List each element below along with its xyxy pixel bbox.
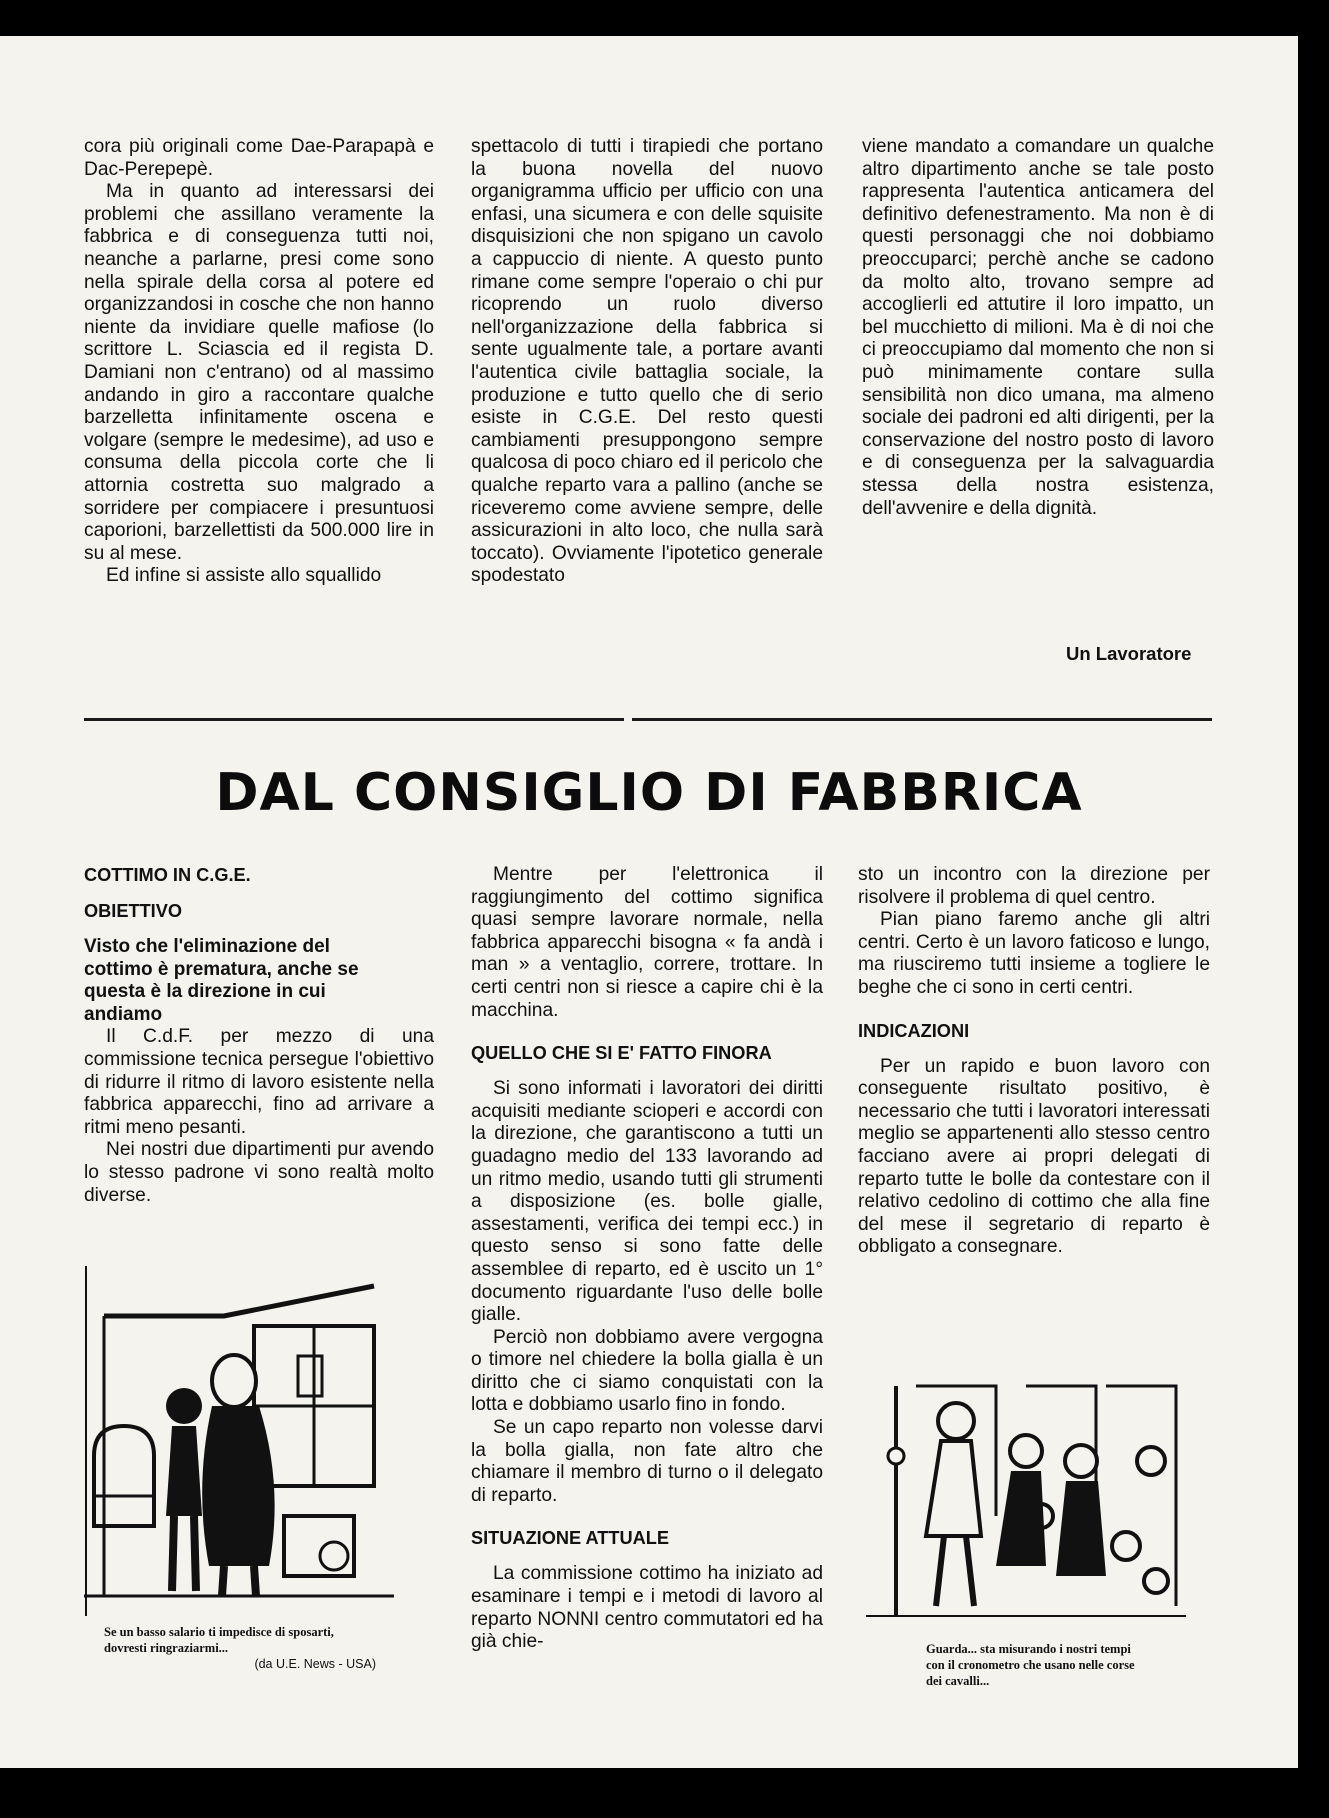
top-col2-para-1: spettacolo di tutti i tirapiedi che portano la buona novella del nuovo organigramma ufficio per ufficio con una enfasi, una sicumera e con delle squisite disquisizioni che non spigano un cavolo a cappuccio di niente. A questo punto rimane come sempre l'operaio o chi pur ricoprendo un ruolo diverso nell'organizzazione della fabbrica si sente ugualmente tale, a portare avanti l'autentica civile battaglia sociale, la produzione e tutto quello che di serio esiste in C.G.E. Del resto questi cambiamenti presuppongono sempre qualcosa di poco chiaro ed il pericolo che qualche reparto vara a pallino (anche se riceveremo come avviene sempre, delle assicurazioni in alto loco, che nulla sarà toccato). Ovviamente l'ipotetico generale spodestato — [471, 136, 823, 587]
lead-paragraph: Visto che l'eliminazione del cottimo è prematura, anche se questa è la direzione in cui andiamo — [84, 936, 359, 1025]
top-column-1 — [84, 136, 434, 588]
heading-cottimo: COTTIMO IN C.G.E. — [84, 865, 251, 885]
article-column-3 — [858, 864, 1210, 1259]
article-col3-continued: sto un incontro con la direzione per risolvere il problema di quel centro. — [858, 864, 1210, 908]
heading-situazione: SITUAZIONE ATTUALE — [471, 1528, 670, 1549]
left-cartoon-source-text: (da U.E. News - USA) — [254, 1657, 376, 1671]
left-cartoon-caption-text: Se un basso salario ti impedisce di sposarti, dovresti ringraziarmi... — [104, 1625, 334, 1655]
article-col2-intro: Mentre per l'elettronica il raggiungimento del cottimo significa quasi sempre lavorare normale, nella fabbrica apparecchi bisogna « fa andà i man » a ventaglio, correre, trottare. In certi centri non si riesce a capire chi è la macchina. — [471, 864, 823, 1021]
top-column-3 — [862, 136, 1214, 520]
right-cartoon-caption: Guarda... sta misurando i nostri tempi con il cronometro che usano nelle corse dei cavalli... — [926, 1642, 1135, 1688]
article-col3-para-2: Pian piano faremo anche gli altri centri. Certo è un lavoro faticoso e lungo, ma riusciremo tutti insieme a togliere le beghe che ci sono in certi centri. — [858, 909, 1210, 998]
heading-obiettivo: OBIETTIVO — [84, 901, 183, 921]
article-col1-para-1: Il C.d.F. per mezzo di una commissione tecnica persegue l'obiettivo di ridurre il ritmo di lavoro esistente nella fabbrica apparecchi, fino ad arrivare a ritmi meno pesanti. — [84, 1026, 434, 1138]
section-divider-right — [632, 718, 1212, 721]
magazine-page — [0, 36, 1298, 1768]
article-col2-done-2: Perciò non dobbiamo avere vergogna o timore nel chiedere la bolla gialla è un diritto che ci siamo conquistati con la lotta e dobbiamo usarlo fino in fondo. — [471, 1326, 823, 1416]
top-col1-para-1: cora più originali come Dae-Parapapà e Dac-Perepepè. — [84, 136, 434, 180]
article-col2-now: La commissione cottimo ha iniziato ad esaminare i tempi e i metodi di lavoro al reparto NONNI centro commutatori ed ha già chie- — [471, 1563, 823, 1653]
article-col1-para-2: Nei nostri due dipartimenti pur avendo lo stesso padrone vi sono realtà molto diverse. — [84, 1139, 434, 1206]
heading-quello-fatto: QUELLO CHE SI E' FATTO FINORA — [471, 1043, 772, 1064]
top-col1-para-3: Ed infine si assiste allo squallido — [106, 565, 382, 587]
article-column-2 — [471, 864, 823, 1654]
article-col2-done-3: Se un capo reparto non volesse darvi la bolla gialla, non fate altro che chiamare il membro di turno o il delegato di reparto. — [471, 1417, 823, 1506]
top-column-2 — [471, 136, 823, 588]
top-col3-para-1: viene mandato a comandare un qualche altro dipartimento anche se tale posto rappresenta l'autentica anticamera del definitivo defenestramento. Ma non è di questi personaggi che noi dobbiamo preoccuparci; perchè anche se cadono da molto alto, trovano sempre ad accoglierli ed attutire il loro impatto, un bel mucchietto di milioni. Ma è di noi che ci preoccupiamo dal momento che non si può minimamente contare sulla sensibilità non dico umana, ma almeno sociale dei padroni ed alti dirigenti, per la conservazione del nostro posto di lavoro e di conseguenza per la salvaguardia stessa della nostra esistenza, dell'avvenire e della dignità. — [862, 136, 1214, 519]
heading-indicazioni: INDICAZIONI — [858, 1020, 970, 1041]
article-col2-done-1: Si sono informati i lavoratori dei diritti acquisiti mediante scioperi e accordi con la direzione, che garantiscono a tutti un guadagno medio del 133 lavorando ad un ritmo medio, usando tutti gli strumenti a disposizione (es. bolle gialle, assestamenti, verifica dei tempi ecc.) in questo senso si sono fatte delle assemblee di reparto, ed è uscito un 1° documento riguardante l'uso delle bolle gialle. — [471, 1078, 823, 1326]
section-divider-left — [84, 718, 624, 721]
author-signature: Un Lavoratore — [1066, 643, 1192, 664]
left-cartoon-source — [104, 1656, 376, 1672]
left-cartoon-illustration — [84, 1266, 394, 1616]
top-col1-para-2: Ma in quanto ad interessarsi dei problemi che assillano veramente la fabbrica e di conseguenza tutti noi, neanche a parlarne, presi come sono nella spirale della corsa al potere ed organizzandosi in cosche che non hanno niente da invidiare quelle mafiose (lo scrittore L. Sciascia ed il regista D. Damiani non c'entrano) od al massimo andando in giro a raccontare qualche barzelletta infinitamente oscena e volgare (sempre le medesime), ad uso e consuma della piccola corte che li attornia costretta suo malgrado a sorridere per compiacere i presuntuosi caporioni, barzellettisti da 500.000 lire in su al mese. — [84, 181, 434, 564]
article-column-1 — [84, 864, 434, 1207]
section-headline: DAL CONSIGLIO DI FABBRICA — [215, 763, 1083, 823]
right-cartoon-illustration — [866, 1366, 1186, 1626]
article-col3-ind: Per un rapido e buon lavoro con conseguente risultato positivo, è necessario che tutti i lavoratori interessati meglio se appartenenti allo stesso centro facciano avere ai propri delegati di reparto tutte le bolle da contestare con il relativo cedolino di cottimo che alla fine del mese il segretario di reparto è obbligato a consegnare. — [858, 1055, 1210, 1258]
left-cartoon-caption — [104, 1624, 376, 1672]
